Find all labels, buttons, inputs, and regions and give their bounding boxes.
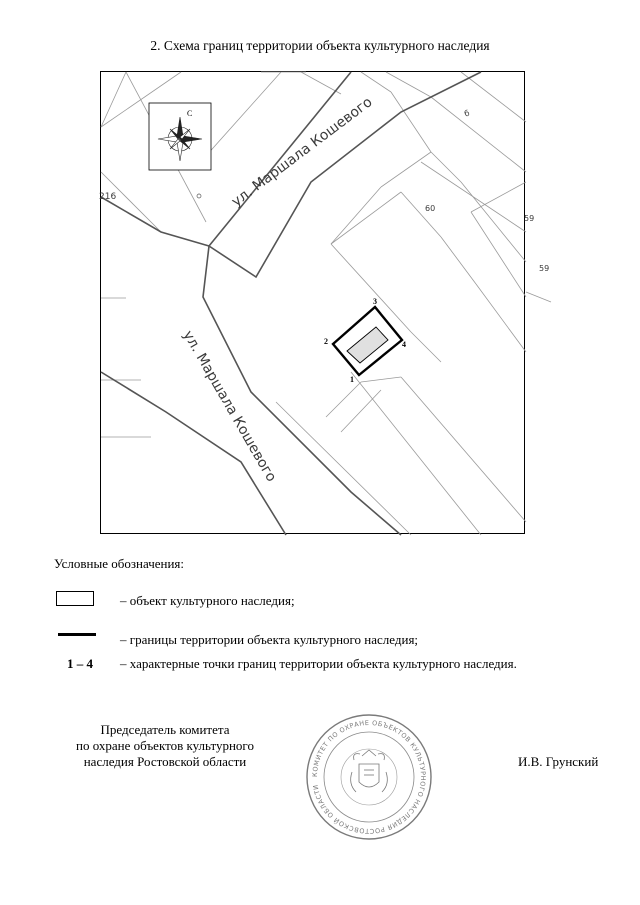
compass-north-label: С bbox=[187, 109, 193, 118]
boundary-point-4: 4 bbox=[402, 340, 406, 349]
parcel-line bbox=[205, 72, 281, 157]
street-edge bbox=[203, 246, 401, 535]
survey-mark-icon bbox=[197, 194, 201, 198]
parcel-line bbox=[411, 332, 441, 362]
boundary-point-2: 2 bbox=[324, 337, 328, 346]
parcel-line bbox=[471, 182, 526, 212]
parcel-line bbox=[476, 284, 526, 352]
legend-object-label: – объект культурного наследия; bbox=[120, 593, 295, 608]
legend-boundary-symbol bbox=[58, 633, 96, 636]
signatory-line-3: наследия Ростовской области bbox=[83, 754, 247, 769]
signatory-line-1: Председатель комитета bbox=[100, 722, 230, 737]
parcel-number-59b: 59 bbox=[539, 264, 550, 273]
signatory-title bbox=[40, 722, 290, 770]
page-title: 2. Схема границ территории объекта культурного наследия bbox=[150, 38, 490, 53]
street-edge bbox=[101, 197, 209, 246]
parcel-line bbox=[331, 244, 411, 332]
signatory-line-2: по охране объектов культурного bbox=[76, 738, 254, 753]
parcel-number-60: 60 bbox=[425, 204, 436, 213]
parcel-line bbox=[401, 192, 441, 237]
parcel-line bbox=[331, 187, 381, 244]
legend-boundary-label: – границы территории объекта культурного наследия; bbox=[120, 632, 419, 647]
parcel-line bbox=[461, 72, 526, 122]
parcel-line bbox=[381, 152, 431, 187]
seal-text: КОМИТЕТ ПО ОХРАНЕ ОБЪЕКТОВ КУЛЬТУРНОГО НАСЛЕДИЯ РОСТОВСКОЙ ОБЛАСТИ bbox=[310, 718, 428, 836]
legend-points-symbol: 1 – 4 bbox=[67, 656, 93, 671]
parcel-line bbox=[361, 377, 401, 382]
parcel-number-59a: 59 bbox=[524, 214, 535, 223]
street-label-left: ул. Маршала Кошевого bbox=[179, 328, 280, 485]
parcel-line bbox=[331, 192, 401, 244]
svg-text:КОМИТЕТ ПО ОХРАНЕ ОБЪЕКТОВ КУЛ bbox=[311, 719, 427, 835]
official-seal bbox=[304, 712, 434, 842]
parcel-label-b: б bbox=[463, 108, 471, 119]
parcel-line bbox=[461, 182, 526, 262]
compass-rose-icon bbox=[149, 103, 211, 170]
parcel-line bbox=[401, 377, 526, 522]
parcel-line bbox=[431, 152, 461, 182]
territory-boundary bbox=[333, 307, 405, 375]
parcel-line bbox=[326, 382, 361, 417]
boundary-point-3: 3 bbox=[373, 297, 377, 306]
signatory-name: И.В. Грунский bbox=[518, 754, 599, 769]
legend-object-symbol bbox=[56, 591, 94, 606]
street-label-top: ул. Маршала Кошевого bbox=[228, 94, 376, 211]
territory-map bbox=[99, 71, 550, 534]
legend-points-label: – характерные точки границ территории объекта культурного наследия. bbox=[120, 656, 517, 671]
legend-heading: Условные обозначения: bbox=[54, 556, 185, 571]
parcel-line bbox=[471, 212, 526, 297]
parcel-line bbox=[421, 162, 526, 232]
parcel-line bbox=[441, 237, 476, 284]
parcel-line bbox=[361, 72, 391, 92]
boundary-point-1: 1 bbox=[350, 375, 354, 384]
parcel-number-216: 216 bbox=[99, 192, 117, 202]
parcel-line bbox=[391, 92, 431, 152]
parcel-line bbox=[431, 97, 526, 172]
parcel-line bbox=[351, 372, 481, 535]
coat-of-arms-icon bbox=[351, 750, 388, 792]
parcel-line bbox=[386, 72, 431, 97]
